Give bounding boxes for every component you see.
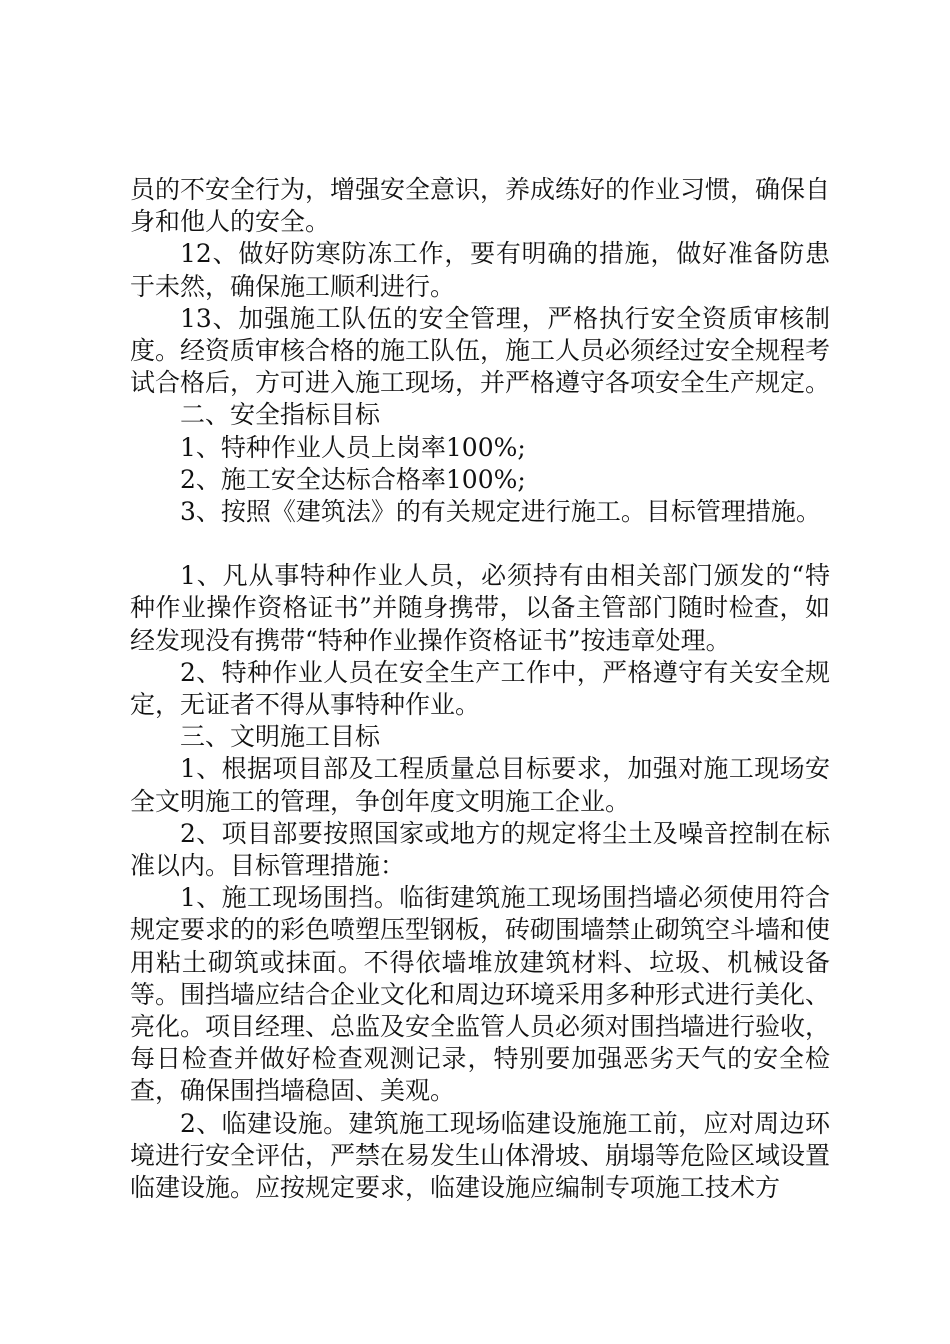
paragraph-measure-1: 1、凡从事特种作业人员，必须持有由相关部门颁发的“特种作业操作资格证书”并随身携带，以备主管部门随时检查，如经发现没有携带“特种作业操作资格证书”按违章处理。 [130,561,830,655]
paragraph-item-13: 13、加强施工队伍的安全管理，严格执行安全资质审核制度。经资质审核合格的施工队伍，施工人员必须经过安全规程考试合格后，方可进入施工现场，并严格遵守各项安全生产规定。 [130,303,831,398]
paragraph-continuation: 员的不安全行为，增强安全意识，养成练好的作业习惯，确保自身和他人的安全。 [130,175,831,237]
section-heading-safety-targets: 二、安全指标目标 [180,400,381,430]
paragraph-target-3: 3、按照《建筑法》的有关规定进行施工。目标管理措施。 [180,497,821,527]
paragraph-target-2: 2、施工安全达标合格率100%; [180,464,526,494]
paragraph-enclosure: 1、施工现场围挡。临街建筑施工现场围挡墙必须使用符合规定要求的的彩色喷塑压型钢板，砖砌围墙禁止砌筑空斗墙和使用粘土砌筑或抹面。不得依墙堆放建筑材料、垃圾、机械设备等。围挡墙应结合企业文化和周边环境采用多种形式进行美化、亮化。项目经理、总监及安全监管人员必须对围挡墙进行验收，每日检查并做好检查观测记录，特别要加强恶劣天气的安全检查，确保围挡墙稳固、美观。 [130,883,831,1106]
paragraph-civil-target-1: 1、根据项目部及工程质量总目标要求，加强对施工现场安全文明施工的管理，争创年度文明施工企业。 [130,754,830,816]
paragraph-measure-2: 2、特种作业人员在安全生产工作中，严格遵守有关安全规定，无证者不得从事特种作业。 [130,657,830,720]
paragraph-civil-target-2: 2、项目部要按照国家或地方的规定将尘土及噪音控制在标准以内。目标管理措施： [130,818,830,881]
paragraph-target-1: 1、特种作业人员上岗率100%; [180,432,526,462]
section-heading-civilized-construction: 三、文明施工目标 [180,722,381,752]
document-page [130,174,830,1204]
paragraph-item-12: 12、做好防寒防冻工作，要有明确的措施，做好准备防患于未然，确保施工顺利进行。 [130,239,830,301]
paragraph-temporary-facilities: 2、临建设施。建筑施工现场临建设施施工前，应对周边环境进行安全评估，严禁在易发生山体滑坡、崩塌等危险区域设置临建设施。应按规定要求，临建设施应编制专项施工技术方 [130,1108,831,1203]
